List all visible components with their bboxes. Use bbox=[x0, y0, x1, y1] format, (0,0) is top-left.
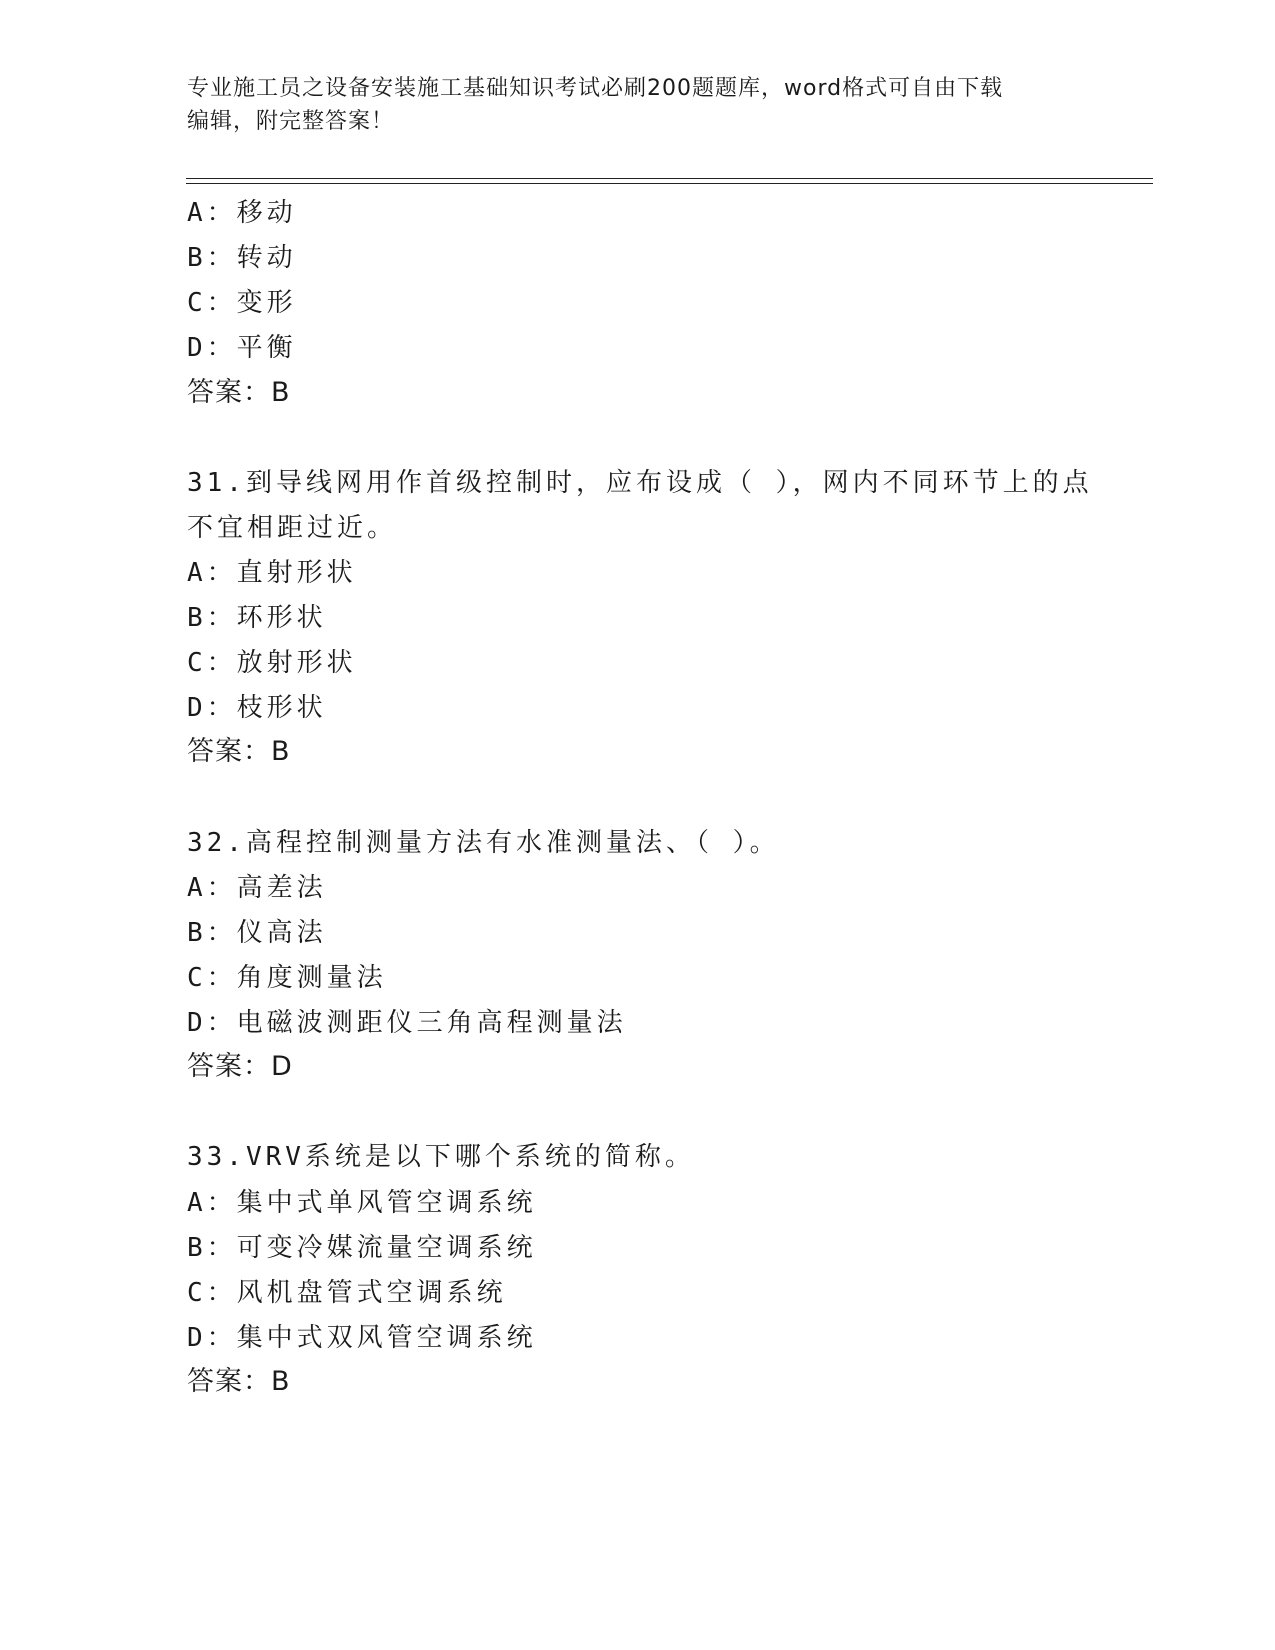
question-33-answer: 答案：B bbox=[187, 1366, 291, 1397]
document-header bbox=[187, 72, 1067, 138]
question-32-option-d: D：电磁波测距仪三角高程测量法 bbox=[187, 1008, 627, 1038]
question-31-option-c: C：放射形状 bbox=[187, 648, 357, 678]
question-31-stem-line-1: 31.到导线网用作首级控制时，应布设成（ ），网内不同环节上的点 bbox=[187, 468, 1093, 498]
question-31-option-b: B：环形状 bbox=[187, 603, 327, 633]
question-33-option-c: C：风机盘管式空调系统 bbox=[187, 1278, 507, 1308]
question-31-stem-line-2: 不宜相距过近。 bbox=[187, 513, 398, 543]
question-33-option-b: B：可变冷媒流量空调系统 bbox=[187, 1233, 537, 1263]
header-divider-bottom bbox=[186, 183, 1153, 184]
answer-line: 答案：B bbox=[187, 377, 291, 408]
option-a: A：移动 bbox=[187, 198, 297, 228]
question-32-option-a: A：高差法 bbox=[187, 873, 327, 903]
header-title-line-2: 编辑，附完整答案！ bbox=[187, 109, 395, 134]
question-33-stem-line-1: 33.VRV系统是以下哪个系统的简称。 bbox=[187, 1142, 695, 1172]
option-d: D：平衡 bbox=[187, 333, 297, 363]
question-32-answer: 答案：D bbox=[187, 1051, 293, 1082]
question-31-answer: 答案：B bbox=[187, 736, 291, 767]
question-31-option-d: D：枝形状 bbox=[187, 693, 327, 723]
question-33-option-a: A：集中式单风管空调系统 bbox=[187, 1188, 537, 1218]
question-33-option-d: D：集中式双风管空调系统 bbox=[187, 1323, 537, 1353]
option-b: B：转动 bbox=[187, 243, 297, 273]
question-32-option-b: B：仪高法 bbox=[187, 918, 327, 948]
header-title-line-1: 专业施工员之设备安装施工基础知识考试必刷200题题库，word格式可自由下载 bbox=[187, 76, 1004, 101]
header-divider-top bbox=[186, 178, 1153, 179]
question-31-option-a: A：直射形状 bbox=[187, 558, 357, 588]
question-32-stem-line-1: 32.高程控制测量方法有水准测量法、（ ）。 bbox=[187, 828, 780, 858]
question-32-option-c: C：角度测量法 bbox=[187, 963, 387, 993]
option-c: C：变形 bbox=[187, 288, 297, 318]
